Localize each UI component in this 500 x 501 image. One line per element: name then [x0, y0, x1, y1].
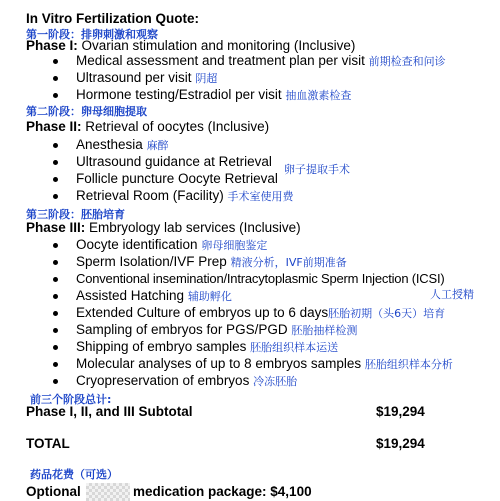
bullet-icon	[53, 345, 58, 350]
item-text: Assisted Hatching	[76, 288, 185, 303]
phase1-heading	[26, 38, 355, 54]
phase2-item-4	[76, 188, 294, 204]
phase3-item-9	[76, 373, 297, 389]
item-cn-note: 卵母细胞鉴定	[201, 239, 268, 252]
optional-prefix: Optional	[26, 484, 81, 499]
bullet-icon	[53, 177, 58, 182]
phase1-item-2	[76, 70, 217, 86]
bullet-icon	[53, 379, 58, 384]
phase3-cn-heading: 第三阶段：胚胎培育	[26, 208, 125, 221]
bullet-icon	[53, 93, 58, 98]
bullet-icon	[53, 59, 58, 64]
bullet-icon	[53, 311, 58, 316]
item-text: Cryopreservation of embryos	[76, 373, 250, 388]
subtotal-label: Phase I, II, and III Subtotal	[26, 404, 193, 419]
phase1-item-3	[76, 87, 351, 103]
item-text: Shipping of embryo samples	[76, 339, 247, 354]
item-text: Hormone testing/Estradiol per visit	[76, 87, 282, 102]
item-text: Oocyte identification	[76, 237, 198, 252]
bullet-icon	[53, 243, 58, 248]
bullet-icon	[53, 362, 58, 367]
item-cn-note: 阴超	[195, 72, 218, 85]
item-cn-note: 麻醉	[146, 139, 169, 152]
phase1-item-1	[76, 53, 446, 69]
subtotal-cn-heading: 前三个阶段总计:	[30, 393, 112, 406]
item-cn-note: 前期检查和问诊	[368, 55, 446, 68]
phase3-item-7	[76, 339, 338, 355]
phase1-label: Phase I:	[26, 38, 78, 53]
item-cn-note: 胚胎抽样检测	[291, 324, 358, 337]
phase2-label: Phase II:	[26, 119, 82, 134]
bullet-icon	[53, 143, 58, 148]
item-cn-note: 胚胎组织样本运送	[250, 341, 339, 354]
item-cn-note: 抽血激素检查	[285, 89, 352, 102]
item-cn-note: 胚胎初期（头6天）培育	[328, 307, 446, 320]
phase3-desc: Embryology lab services (Inclusive)	[85, 220, 301, 235]
phase2-item-3: Follicle puncture Oocyte Retrieval	[76, 171, 278, 186]
item-cn-note: 精液分析，IVF前期准备	[230, 256, 347, 269]
item-text: Medical assessment and treatment plan per visit	[76, 53, 365, 68]
bullet-icon	[53, 260, 58, 265]
bullet-icon	[53, 160, 58, 165]
retrieval-bracket-note: 卵子提取手术	[284, 163, 350, 176]
phase2-item-2: Ultrasound guidance at Retrieval	[76, 154, 272, 169]
phase3-label: Phase III:	[26, 220, 86, 235]
phase2-item-1	[76, 137, 169, 153]
optional-suffix: medication package: $4,100	[133, 484, 312, 499]
total-amount: $19,294	[376, 436, 425, 451]
document-title: In Vitro Fertilization Quote:	[26, 11, 200, 26]
item-cn-note: 辅助孵化	[187, 290, 232, 303]
phase3-heading	[26, 220, 301, 236]
total-label: TOTAL	[26, 436, 70, 451]
item-text: Sperm Isolation/IVF Prep	[76, 254, 227, 269]
item-text: Sampling of embryos for PGS/PGD	[76, 322, 288, 337]
item-text: Ultrasound per visit	[76, 70, 192, 85]
bullet-icon	[53, 328, 58, 333]
phase3-item-2	[76, 254, 347, 270]
item-text: Anesthesia	[76, 137, 143, 152]
optional-cn-heading: 药品花费（可选）	[30, 468, 118, 481]
item-text: Molecular analyses of up to 8 embryos samples	[76, 356, 362, 371]
bullet-icon	[53, 294, 58, 299]
phase3-item-4	[76, 288, 232, 304]
phase1-desc: Ovarian stimulation and monitoring (Inclusive)	[77, 38, 356, 53]
bullet-icon	[53, 76, 58, 81]
redacted-pixelation	[86, 483, 130, 501]
bullet-icon	[53, 194, 58, 199]
phase3-item-1	[76, 237, 267, 253]
item-cn-note: 胚胎组织样本分析	[364, 358, 453, 371]
item-cn-note: 手术室使用费	[227, 190, 294, 203]
item-cn-note: 冷冻胚胎	[253, 375, 298, 388]
phase2-cn-heading: 第二阶段：卵母细胞提取	[26, 105, 147, 118]
item-text: Extended Culture of embryos up to 6 days	[76, 305, 329, 320]
icsi-cn-note: 人工授精	[430, 288, 474, 301]
item-text: Retrieval Room (Facility)	[76, 188, 224, 203]
phase3-item-6	[76, 322, 357, 338]
phase2-heading	[26, 119, 269, 135]
bullet-icon	[53, 277, 58, 282]
phase3-item-3: Conventional insemination/Intracytoplasmic Sperm Injection (ICSI)	[76, 271, 445, 286]
phase2-desc: Retrieval of oocytes (Inclusive)	[81, 119, 270, 134]
phase3-item-5	[76, 305, 445, 321]
subtotal-amount: $19,294	[376, 404, 425, 419]
phase1-cn-heading: 第一阶段：排卵刺激和观察	[26, 28, 158, 41]
phase3-item-8	[76, 356, 453, 372]
